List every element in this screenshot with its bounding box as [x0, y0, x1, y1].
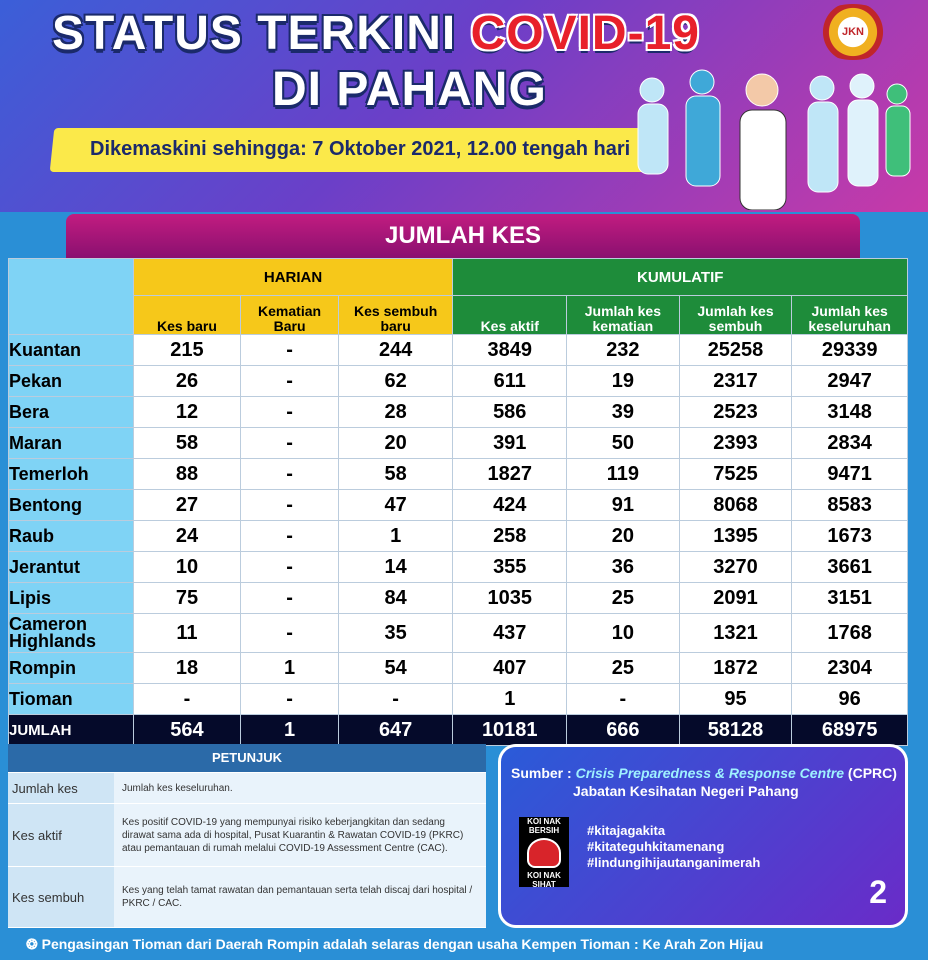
table-cell: - [567, 684, 680, 715]
table-cell: 8583 [792, 490, 908, 521]
table-row [9, 366, 908, 397]
column-header: Kes sembuh baru [338, 296, 453, 335]
table-cell: 1827 [453, 459, 567, 490]
legend-item [8, 866, 486, 927]
table-cell: 91 [567, 490, 680, 521]
table-cell: 232 [567, 335, 680, 366]
table-cell: 28 [338, 397, 453, 428]
table-cell: 2091 [679, 583, 792, 614]
table-cell: - [241, 583, 339, 614]
legend-term: Kes sembuh [8, 867, 114, 927]
total-cell: 564 [133, 715, 241, 746]
table-cell: 25 [567, 653, 680, 684]
jkn-logo-icon: JKN [812, 4, 894, 60]
table-cell: 7525 [679, 459, 792, 490]
table-row [9, 459, 908, 490]
source-department: Jabatan Kesihatan Negeri Pahang [573, 783, 799, 799]
table-cell: 2947 [792, 366, 908, 397]
column-header: Jumlah kes keseluruhan [792, 296, 908, 335]
table-row [9, 335, 908, 366]
legend-panel [8, 744, 486, 928]
district-name: Maran [9, 428, 134, 459]
table-row [9, 521, 908, 552]
legend-title: PETUNJUK [8, 744, 486, 772]
table-cell: 9471 [792, 459, 908, 490]
legend-item [8, 803, 486, 866]
table-cell: 3151 [792, 583, 908, 614]
district-name: Bera [9, 397, 134, 428]
table-cell: 2304 [792, 653, 908, 684]
legend-item [8, 772, 486, 803]
table-cell: 2317 [679, 366, 792, 397]
total-cell: 10181 [453, 715, 567, 746]
table-cell: 54 [338, 653, 453, 684]
column-header: Jumlah kes kematian [567, 296, 680, 335]
table-cell: 75 [133, 583, 241, 614]
table-cell: 36 [567, 552, 680, 583]
table-cell: 14 [338, 552, 453, 583]
section-title-bar [66, 214, 860, 258]
table-cell: 35 [338, 614, 453, 653]
table-cell: 1768 [792, 614, 908, 653]
column-header: Jumlah kes sembuh [679, 296, 792, 335]
table-cell: - [241, 428, 339, 459]
district-name: Kuantan [9, 335, 134, 366]
header-banner [0, 0, 928, 212]
table-cell: 424 [453, 490, 567, 521]
table-cell: 2393 [679, 428, 792, 459]
district-name: Raub [9, 521, 134, 552]
column-header: Kematian Baru [241, 296, 339, 335]
total-row [9, 715, 908, 746]
table-cell: 119 [567, 459, 680, 490]
table-row [9, 397, 908, 428]
table-cell: 3661 [792, 552, 908, 583]
table-row [9, 428, 908, 459]
hashtag: #lindungihijautanganimerah [587, 855, 761, 870]
table-cell: 47 [338, 490, 453, 521]
table-cell: 391 [453, 428, 567, 459]
hashtag: #kitateguhkitamenang [587, 839, 725, 854]
table-cell: 39 [567, 397, 680, 428]
table-cell: - [241, 521, 339, 552]
table-cell: 20 [338, 428, 453, 459]
page-number: 2 [869, 874, 887, 910]
table-cell: 11 [133, 614, 241, 653]
total-cell: 666 [567, 715, 680, 746]
table-cell: 1673 [792, 521, 908, 552]
district-name: Temerloh [9, 459, 134, 490]
district-name: Rompin [9, 653, 134, 684]
table-cell: 1872 [679, 653, 792, 684]
table-cell: - [241, 684, 339, 715]
table-cell: 10 [567, 614, 680, 653]
table-cell: 95 [679, 684, 792, 715]
table-cell: 3148 [792, 397, 908, 428]
koi-nak-sihat-logo-icon: KOI NAK BERSIH KOI NAK SIHAT [519, 817, 569, 887]
district-name: Bentong [9, 490, 134, 521]
table-cell: 258 [453, 521, 567, 552]
table-row [9, 552, 908, 583]
page-subtitle: DI PAHANG [272, 63, 547, 116]
table-cell: 84 [338, 583, 453, 614]
table-cell: - [133, 684, 241, 715]
table-cell: 2523 [679, 397, 792, 428]
table-cell: 1321 [679, 614, 792, 653]
table-cell: 8068 [679, 490, 792, 521]
total-cell: 1 [241, 715, 339, 746]
footer-note: ❂ Pengasingan Tioman dari Daerah Rompin adalah selaras dengan usaha Kempen Tioman : Ke Arah Zon Hijau [26, 936, 764, 952]
table-cell: 58 [338, 459, 453, 490]
table-cell: 19 [567, 366, 680, 397]
district-name: Jerantut [9, 552, 134, 583]
table-cell: 3270 [679, 552, 792, 583]
table-cell: 50 [567, 428, 680, 459]
table-cell: 1 [241, 653, 339, 684]
table-cell: 88 [133, 459, 241, 490]
table-cell: 26 [133, 366, 241, 397]
table-cell: 3849 [453, 335, 567, 366]
table-row [9, 583, 908, 614]
table-cell: 611 [453, 366, 567, 397]
hashtag: #kitajagakita [587, 823, 666, 838]
column-header: Kes aktif [453, 296, 567, 335]
table-cell: 1395 [679, 521, 792, 552]
virus-icon: ❂ [26, 936, 38, 952]
total-cell: 647 [338, 715, 453, 746]
legend-definition: Jumlah kes keseluruhan. [114, 773, 486, 803]
table-cell: - [241, 397, 339, 428]
table-cell: 24 [133, 521, 241, 552]
total-cell: 68975 [792, 715, 908, 746]
table-cell: 1 [453, 684, 567, 715]
table-row [9, 684, 908, 715]
table-cell: 29339 [792, 335, 908, 366]
table-cell: 355 [453, 552, 567, 583]
table-row [9, 614, 908, 653]
column-header: Kes baru [133, 296, 241, 335]
table-cell: 58 [133, 428, 241, 459]
page-title: STATUS TERKINI COVID-19 [52, 7, 700, 60]
table-cell: 2834 [792, 428, 908, 459]
table-cell: 12 [133, 397, 241, 428]
legend-term: Kes aktif [8, 804, 114, 866]
section-title: JUMLAH KES [384, 222, 541, 249]
table-cell: 27 [133, 490, 241, 521]
table-cell: 1035 [453, 583, 567, 614]
table-row [9, 653, 908, 684]
table-cell: 25258 [679, 335, 792, 366]
group-header-kumulatif: KUMULATIF [453, 259, 908, 296]
table-cell: 437 [453, 614, 567, 653]
district-name: Lipis [9, 583, 134, 614]
table-cell: 586 [453, 397, 567, 428]
table-cell: 1 [338, 521, 453, 552]
table-cell: - [241, 459, 339, 490]
table-cell: - [241, 552, 339, 583]
table-cell: 215 [133, 335, 241, 366]
district-name: Cameron Highlands [9, 614, 134, 653]
legend-term: Jumlah kes [8, 773, 114, 803]
table-cell: 62 [338, 366, 453, 397]
table-cell: 25 [567, 583, 680, 614]
total-label: JUMLAH [9, 715, 134, 746]
source-panel [498, 744, 908, 928]
update-date: Dikemaskini sehingga: 7 Oktober 2021, 12.00 tengah hari [90, 138, 631, 160]
table-cell: - [338, 684, 453, 715]
table-cell: 18 [133, 653, 241, 684]
table-cell: 244 [338, 335, 453, 366]
table-row [9, 490, 908, 521]
table-cell: 407 [453, 653, 567, 684]
group-header-harian: HARIAN [133, 259, 453, 296]
table-cell: - [241, 335, 339, 366]
table-cell: 20 [567, 521, 680, 552]
table-cell: 10 [133, 552, 241, 583]
district-name: Pekan [9, 366, 134, 397]
table-cell: - [241, 366, 339, 397]
healthcare-workers-illustration-icon [612, 60, 912, 210]
corner-cell [9, 259, 134, 335]
legend-definition: Kes yang telah tamat rawatan dan pemantauan serta telah discaj dari hospital / PKRC / CAC. [114, 867, 486, 927]
table-cell: - [241, 614, 339, 653]
cases-table [8, 258, 908, 746]
table-cell: 96 [792, 684, 908, 715]
total-cell: 58128 [679, 715, 792, 746]
table-cell: - [241, 490, 339, 521]
district-name: Tioman [9, 684, 134, 715]
source-credit: Sumber : Crisis Preparedness & Response Centre (CPRC) [511, 765, 897, 781]
legend-definition: Kes positif COVID-19 yang mempunyai risiko keberjangkitan dan sedang dirawat sama ada di hospital, Pusat Kuarantin & Rawatan COVID-19 (PKRC) atau pemantauan di rumah melalui COVID-19 Assessment Centre (CAC). [114, 804, 486, 866]
hashtags [587, 823, 760, 871]
